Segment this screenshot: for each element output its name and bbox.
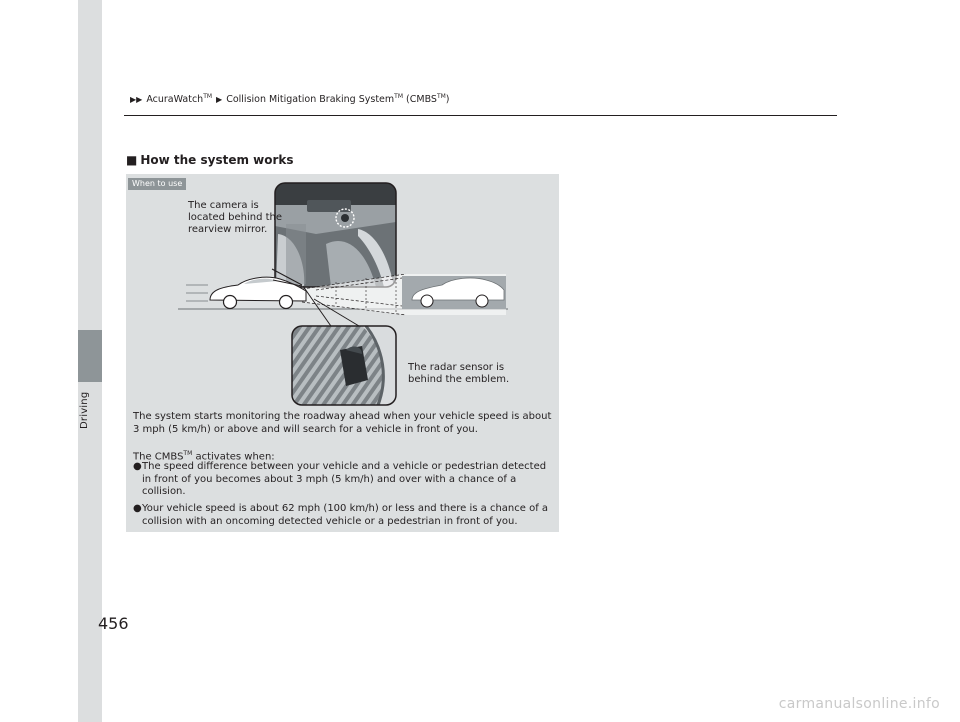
camera-inset (275, 183, 396, 287)
bullet-icon: ● (133, 503, 142, 514)
breadcrumb-item-acurawatch[interactable]: AcuraWatch™ (146, 93, 213, 106)
bullet-item: ● Your vehicle speed is about 62 mph (100 km/h) or less and there is a chance of a collision with an oncoming detected vehicle or a pedestrian in front of you. (133, 503, 549, 527)
camera-callout: The camera is located behind the rearview mirror. (188, 200, 283, 235)
breadcrumb-arrow-icon: ▶ (216, 94, 223, 104)
bullet-item: ● The speed difference between your vehicle and a vehicle or pedestrian detected in front of you becomes about 3 mph (5 km/h) and over with a chance of a collision. (133, 461, 547, 497)
monitoring-paragraph: The system starts monitoring the roadway ahead when your vehicle speed is about 3 mph (5 km/h) or above and will search for a vehicle in front of you. (133, 411, 552, 435)
radar-inset (292, 326, 396, 405)
breadcrumb-arrow-icon: ▶▶ (130, 94, 143, 104)
watermark: carmanualsonline.info (778, 696, 940, 712)
breadcrumb-item-cmbs[interactable]: Collision Mitigation Braking System™ (CMBS™) (226, 93, 450, 106)
page-number: 456 (98, 614, 129, 633)
activates-heading: The CMBS™ activates when: (133, 450, 275, 463)
section-marker-icon: ■ (126, 153, 138, 167)
panel-tag: When to use (128, 178, 186, 190)
section-title (126, 153, 294, 167)
bullet-icon: ● (133, 461, 142, 472)
breadcrumb (130, 93, 450, 105)
sidebar-chapter-label: Driving (79, 392, 90, 430)
sidebar-active-tab[interactable] (78, 330, 102, 382)
radar-callout: The radar sensor is behind the emblem. (408, 362, 510, 385)
header-rule (124, 115, 837, 116)
section-title-text: How the system works (140, 153, 294, 167)
